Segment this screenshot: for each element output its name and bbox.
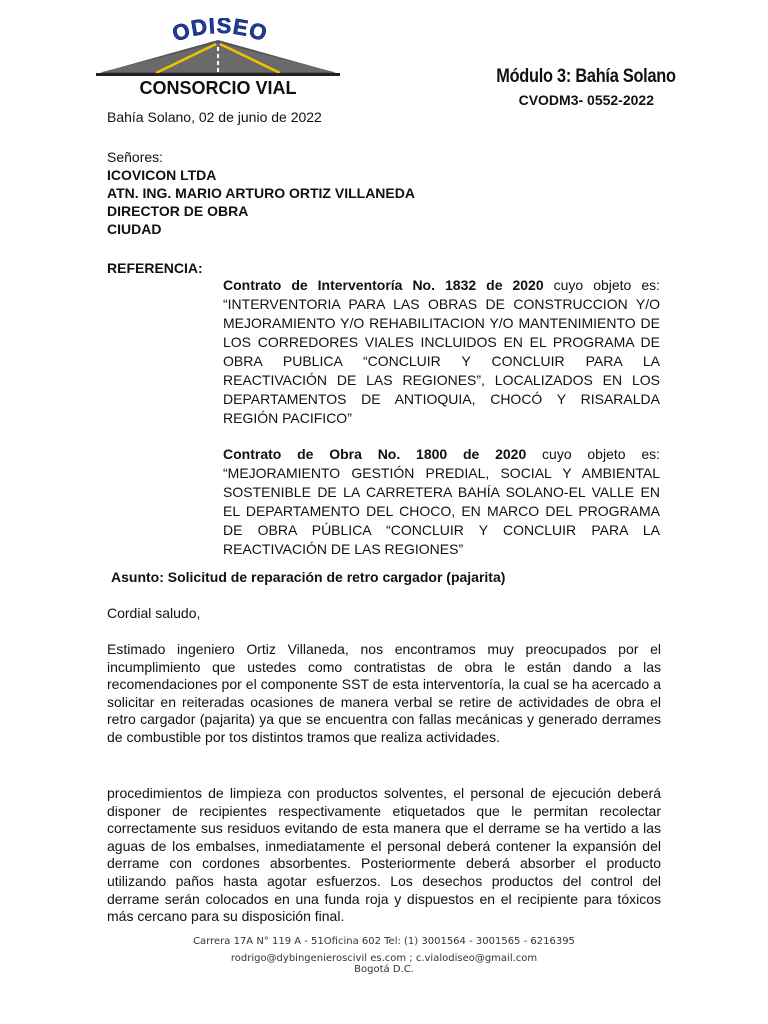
document-code: CVODM3- 0552-2022 bbox=[518, 92, 654, 108]
reference-contract-1 bbox=[223, 276, 660, 428]
recipient-company: ICOVICON LTDA bbox=[107, 167, 217, 183]
contract-1-text: cuyo objeto es: “INTERVENTORIA PARA LAS OBRAS DE CONSTRUCCION Y/O MEJORAMIENTO Y/O REHABILITACION Y/O MANTENIMIENTO DE LOS CORREDORES VIALES INCLUIDOS EN EL PROGRAMA DE OBRA PUBLICA “CONCLUIR Y CONCLUIR PARA LA REACTIVACIÓN DE LAS REGIONES”, LOCALIZADOS EN LOS DEPARTAMENTOS DE ANTIOQUIA, CHOCÓ Y RISARALDA REGIÓN PACIFICO” bbox=[223, 277, 661, 426]
subject-line: Asunto: Solicitud de reparación de retro cargador (pajarita) bbox=[111, 569, 506, 585]
contract-2-title: Contrato de Obra No. 1800 de 2020 bbox=[223, 446, 527, 462]
salutation: Señores: bbox=[107, 149, 164, 165]
recipient-city: CIUDAD bbox=[107, 221, 162, 237]
body-paragraph-2: procedimientos de limpieza con productos solventes, el personal de ejecución deberá disponer de recipientes respectivamente etiquetados que le permitan recolectar correctamente sus residuos evitando de esta manera que el derrame se ha vertido a las aguas de los embalses, inmediatamente el personal deberá contener la expansión del derrame con cordones absorbentes. Posteriormente deberá absorber el producto utilizando paños hasta agotar esfuerzos. Los desechos productos del control del derrame serán colocados en una funda roja y dispuestos en el recipiente para tóxicos más cercano para su disposición final. bbox=[107, 785, 661, 925]
footer-address: Carrera 17A N° 119 A - 51Oficina 602 Tel: (1) 3001564 - 3001565 - 6216395 bbox=[193, 936, 575, 947]
reference-contract-2 bbox=[223, 445, 660, 559]
road-logo-graphic bbox=[96, 18, 340, 100]
reference-label: REFERENCIA: bbox=[107, 260, 203, 276]
module-title: Módulo 3: Bahía Solano bbox=[496, 66, 676, 87]
date-line: Bahía Solano, 02 de junio de 2022 bbox=[107, 109, 322, 125]
footer-emails: rodrigo@dybingenieroscivil es.com ; c.vialodiseo@gmail.com bbox=[230, 953, 538, 964]
body-paragraph-1: Estimado ingeniero Ortiz Villaneda, nos encontramos muy preocupados por el incumplimiento que ustedes como contratistas de obra le están dando a las recomendaciones por el componente SST de esta interventoría, la cual se ha acercado a solicitar en reiteradas ocasiones de manera verbal se retire de actividades de obra el retro cargador (pajarita) ya que se encuentra con fallas mecánicas y generado derrames de combustible por tos distintos tramos que realiza actividades. bbox=[107, 641, 661, 745]
recipient-position: DIRECTOR DE OBRA bbox=[107, 203, 249, 219]
logo-bottom-text: CONSORCIO VIAL bbox=[139, 78, 297, 98]
recipient-attention: ATN. ING. MARIO ARTURO ORTIZ VILLANEDA bbox=[107, 185, 415, 201]
contract-2-text: cuyo objeto es: “MEJORAMIENTO GESTIÓN PREDIAL, SOCIAL Y AMBIENTAL SOSTENIBLE DE LA CARRETERA BAHÍA SOLANO-EL VALLE EN EL DEPARTAMENTO DEL CHOCO, EN MARCO DEL PROGRAMA DE OBRA PÚBLICA “CONCLUIR Y CONCLUIR PARA LA REACTIVACIÓN DE LAS REGIONES” bbox=[223, 446, 661, 557]
contract-1-title: Contrato de Interventoría No. 1832 de 2020 bbox=[223, 277, 544, 293]
consorcio-vial-logo bbox=[96, 18, 340, 100]
recipient-block bbox=[107, 148, 415, 238]
greeting: Cordial saludo, bbox=[107, 605, 201, 621]
footer-city: Bogotá D.C. bbox=[354, 964, 414, 975]
logo-top-text: ODISEO bbox=[169, 18, 271, 47]
